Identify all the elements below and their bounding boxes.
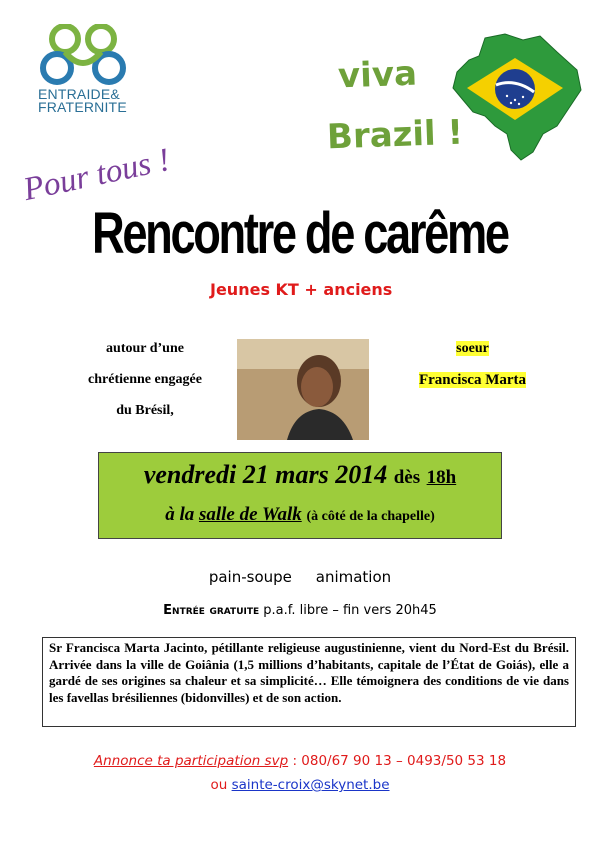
logo-line2: FRATERNITE xyxy=(38,99,127,115)
tagline: Pour tous ! xyxy=(20,141,174,209)
venue-name: salle de Walk xyxy=(198,504,302,525)
logo-line1: ENTRAIDE& xyxy=(38,86,120,102)
brazil-flag-map-icon xyxy=(445,30,585,170)
subtitle: Jeunes KT + anciens xyxy=(210,280,393,299)
program-item-2: animation xyxy=(315,568,392,586)
slogan-brazil: Brazil ! xyxy=(326,112,464,158)
entry-line xyxy=(0,603,600,618)
venue-note: (à côté de la chapelle) xyxy=(306,509,435,524)
event-venue-line xyxy=(99,504,501,526)
person-icon xyxy=(237,339,369,440)
entry-details: p.a.f. libre – fin vers 20h45 xyxy=(263,603,437,618)
bio-box: Sr Francisca Marta Jacinto, pétillante religieuse augustinienne, vient du Nord-Est du Brésil. Arrivée dans la ville de Goiânia (1,5 millions d’habitants, capitale de l’État de Goiás), elle a gardé de ses origines sa chaleur et sa simplicité… Elle témoignera des conditions de vie dans les favellas brésiliennes (bidonvilles) et de son action. xyxy=(42,637,576,727)
speaker-photo xyxy=(237,339,369,440)
contact-prompt: Annonce ta participation svp xyxy=(93,753,289,769)
speaker-title xyxy=(385,341,560,357)
contact-or: ou xyxy=(210,777,228,793)
page-title: Rencontre de carême xyxy=(92,201,508,266)
event-date-line xyxy=(99,460,501,490)
entry-label: Entrée gratuite xyxy=(163,603,260,618)
contact-phones: : 080/67 90 13 – 0493/50 53 18 xyxy=(292,753,507,769)
event-date: vendredi 21 mars 2014 xyxy=(143,460,388,489)
email-link[interactable]: sainte-croix@skynet.be xyxy=(231,777,390,793)
program-item-1: pain-soupe xyxy=(208,568,292,586)
event-time-prefix: dès xyxy=(393,467,421,488)
contact-line xyxy=(0,753,600,769)
speaker-name xyxy=(385,372,560,389)
speaker-title-text: soeur xyxy=(456,341,489,356)
event-box xyxy=(98,452,502,539)
contact-email-line xyxy=(0,777,600,793)
program-line xyxy=(0,568,600,586)
intro-line3: du Brésil, xyxy=(116,403,174,418)
slogan-viva: viva xyxy=(337,53,418,97)
logo-infinity-icon xyxy=(35,24,135,86)
venue-prefix: à la xyxy=(165,504,195,525)
intro-line1: autour d’une xyxy=(106,341,184,356)
event-time: 18h xyxy=(426,467,457,488)
intro-line2: chrétienne engagée xyxy=(88,372,202,387)
speaker-name-text: Francisca Marta xyxy=(418,372,527,388)
logo xyxy=(35,24,135,114)
